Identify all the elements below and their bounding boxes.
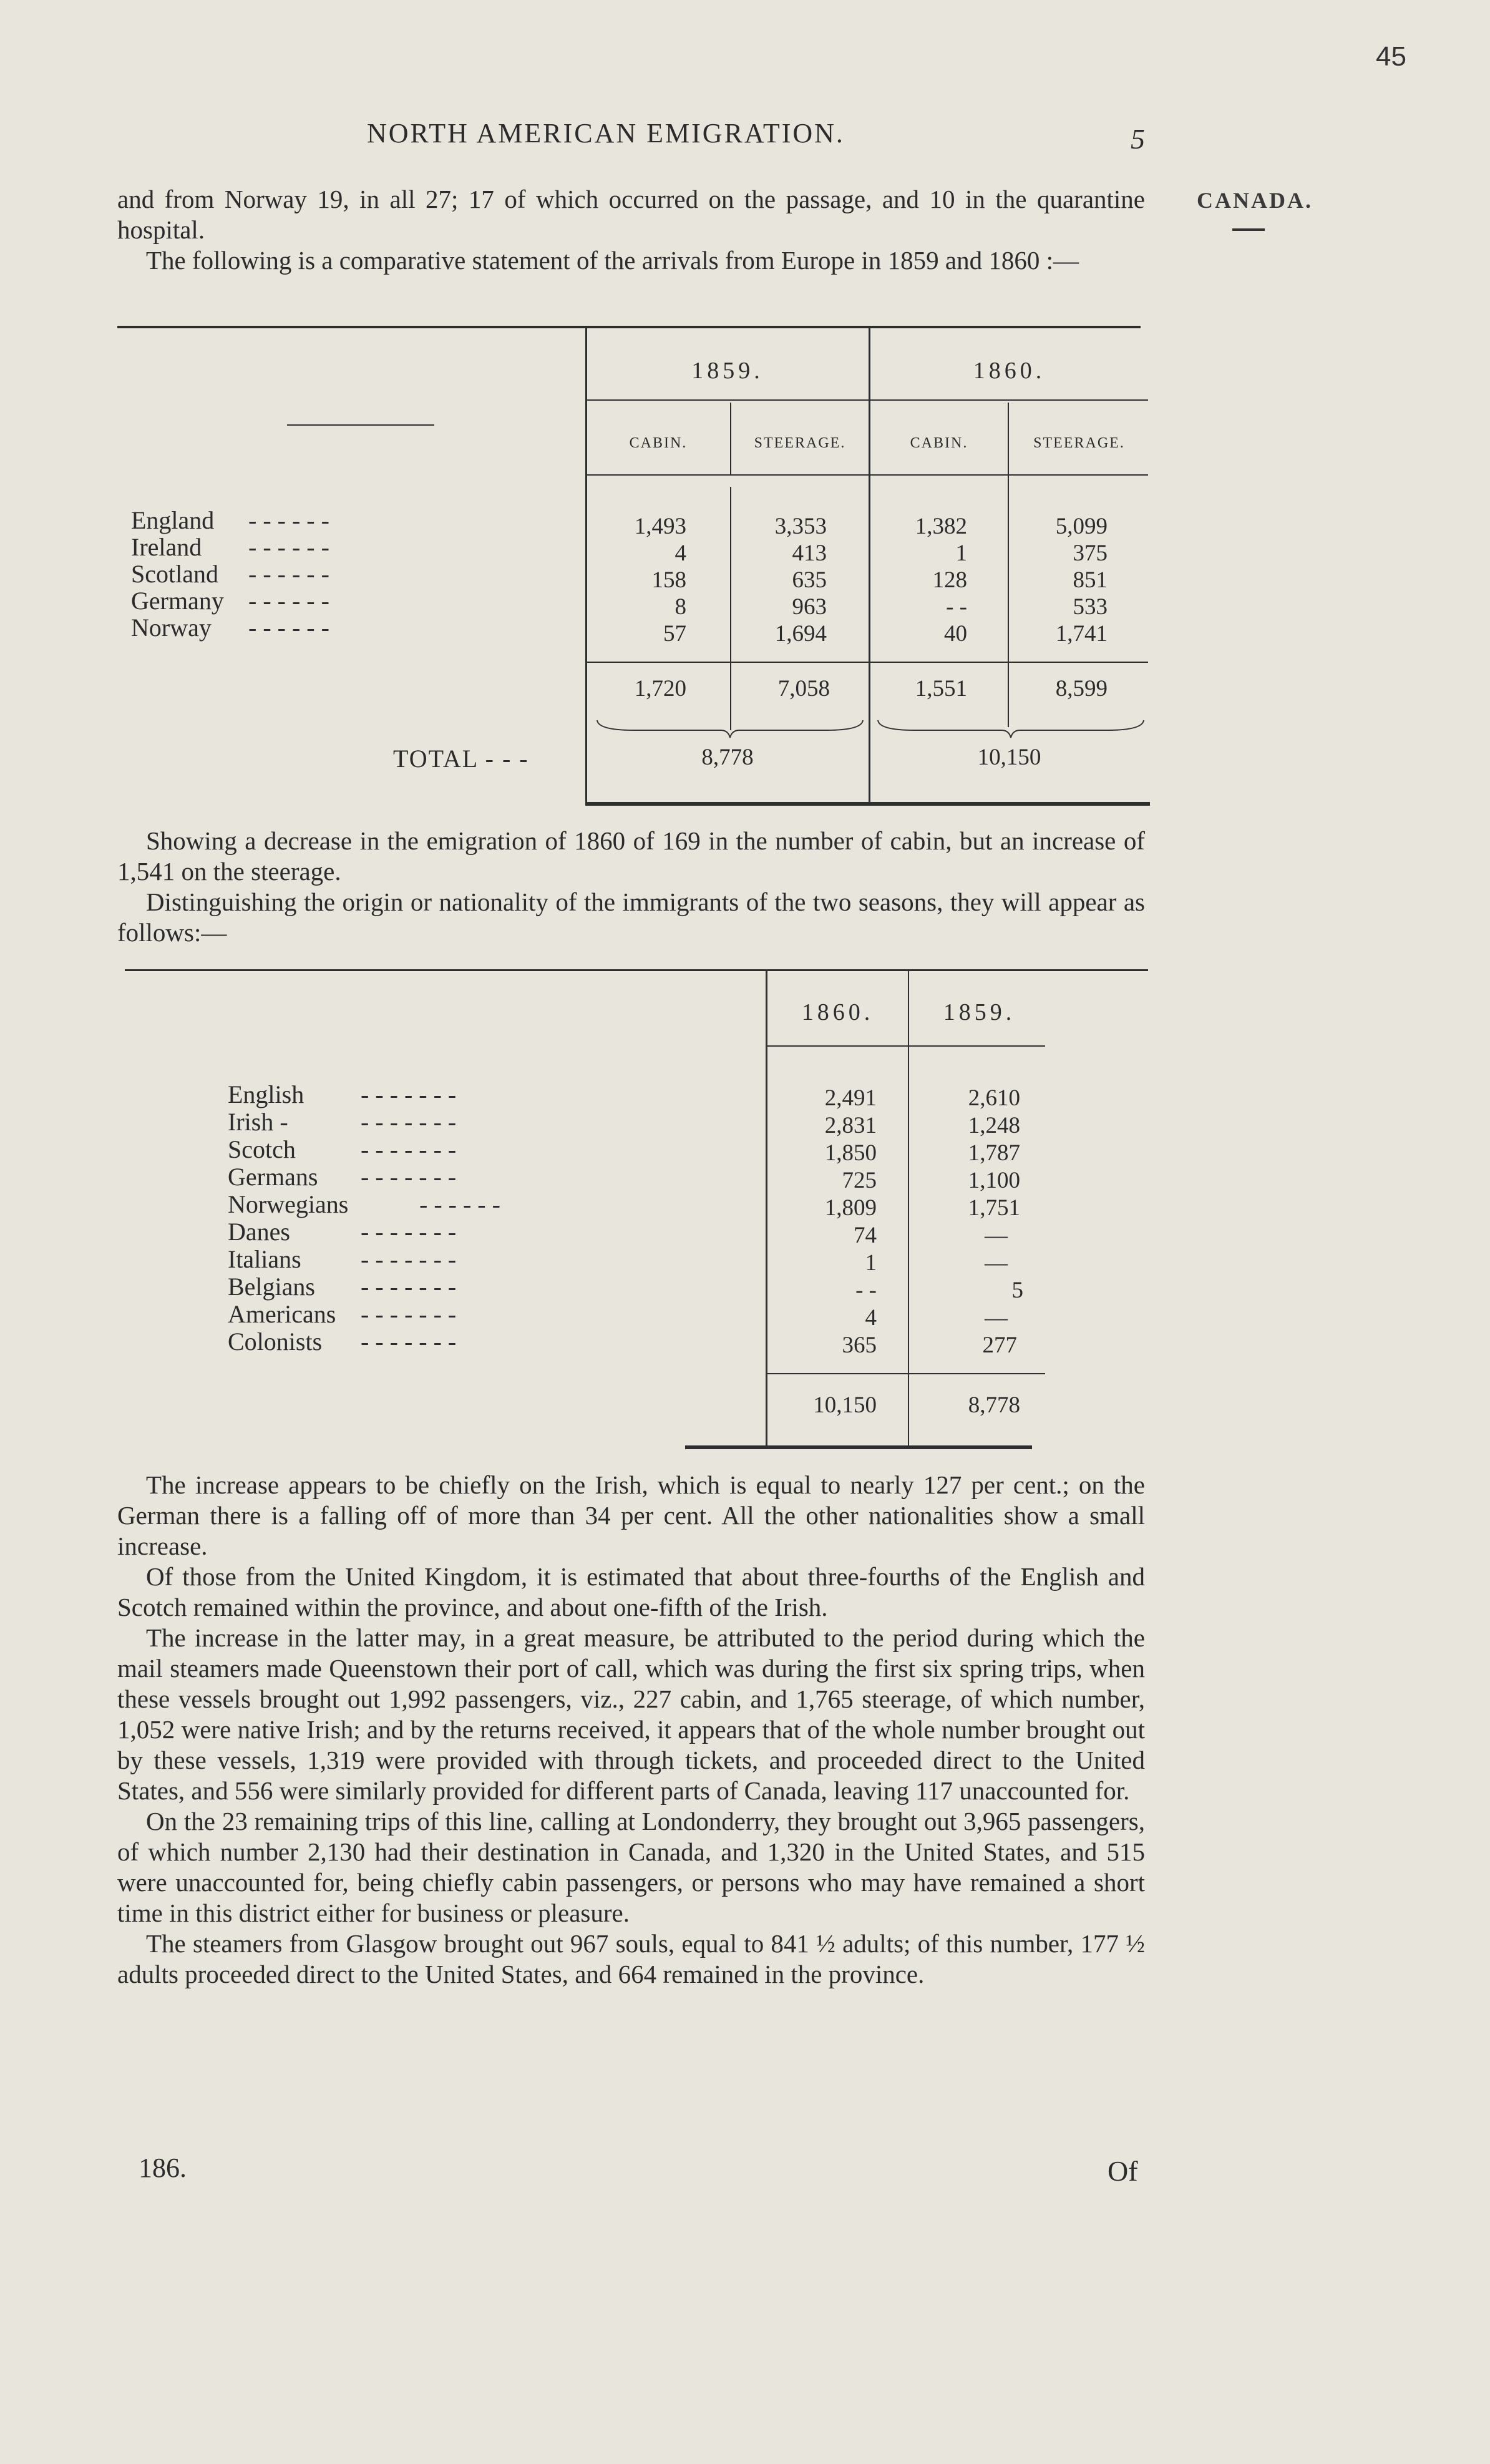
paragraph: Distinguishing the origin or nationality of the immigrants of the two seasons, they will appear as follows:—: [117, 887, 1145, 947]
header-rule: [870, 399, 1148, 401]
subtotal-cell: 8,599: [1055, 676, 1108, 702]
leader-dots: - - - - - -: [248, 587, 329, 615]
table-cell: 4: [865, 1305, 877, 1331]
table-cell: 277: [982, 1332, 1017, 1358]
row-label: Danes: [228, 1218, 290, 1246]
table-cell: - -: [946, 594, 967, 620]
total-1859: 8,778: [701, 745, 754, 770]
total-1859: 8,778: [968, 1392, 1020, 1418]
table-cell: 725: [842, 1168, 877, 1193]
decrease-paragraphs: [117, 826, 1145, 948]
running-head: NORTH AMERICAN EMIGRATION.: [367, 118, 845, 149]
table-top-rule: [125, 969, 1148, 971]
stub-rule: [287, 424, 434, 426]
subtotal-cell: 7,058: [777, 676, 830, 702]
row-label: Norway: [131, 614, 212, 642]
table-cell: 851: [1073, 567, 1108, 593]
subtotal-cell: 1,720: [634, 676, 686, 702]
leader-dots: - - - - - - -: [361, 1135, 457, 1163]
table-cell: 74: [854, 1223, 877, 1248]
table-cell: 1,787: [968, 1140, 1020, 1166]
subheader-cabin: CABIN.: [629, 435, 688, 451]
table-cell: 57: [663, 621, 686, 647]
table-cell: —: [985, 1250, 1008, 1276]
total-label: TOTAL - - -: [393, 745, 529, 773]
row-label: England: [131, 506, 215, 534]
subheader-rule: [587, 474, 1148, 476]
table-cell: 375: [1073, 540, 1108, 566]
table-cell: 1,694: [774, 621, 827, 647]
table-cell: 128: [932, 567, 967, 593]
table-cell: 1,751: [968, 1195, 1020, 1221]
paragraph: and from Norway 19, in all 27; 17 of which occurred on the passage, and 10 in the quarantine hospital.: [117, 185, 1145, 244]
table-cell: 963: [792, 594, 827, 620]
table-cell: 1: [955, 540, 967, 566]
table-cell: 413: [792, 540, 827, 566]
table-divider: [766, 970, 767, 1448]
table-cell: 2,491: [824, 1085, 877, 1111]
leader-dots: - - - - - -: [419, 1190, 500, 1218]
leader-dots: - - - - - - -: [361, 1080, 457, 1108]
subheader-steerage: STEERAGE.: [754, 435, 846, 451]
table-bottom-rule: [685, 1445, 1032, 1449]
leader-dots: - - - - - -: [248, 614, 329, 642]
leader-dots: - - - - - -: [248, 506, 329, 534]
header-rule: [767, 1045, 1045, 1047]
table-cell: —: [985, 1305, 1008, 1331]
table-cell: 1,248: [968, 1113, 1020, 1138]
leader-dots: - - - - - - -: [361, 1300, 457, 1328]
row-label: English: [228, 1080, 304, 1108]
column-rule: [908, 970, 909, 1448]
leader-dots: - - - - - - -: [361, 1108, 457, 1136]
total-1860: 10,150: [977, 745, 1041, 770]
table-cell: 2,831: [824, 1113, 877, 1138]
table-cell: 1,850: [824, 1140, 877, 1166]
margin-note-rule: [1232, 228, 1265, 231]
table-cell: —: [985, 1223, 1008, 1248]
table-cell: 4: [674, 540, 686, 566]
leader-dots: - - - - - -: [248, 533, 329, 561]
table-cell: - -: [855, 1278, 877, 1303]
table-top-rule: [117, 326, 1141, 328]
column-rule: [730, 487, 731, 730]
leader-dots: - - - - - -: [248, 560, 329, 588]
paragraph: The increase appears to be chiefly on the Irish, which is equal to nearly 127 per cent.; on the German there is a falling off of more than 34 per cent. All the other nationalities show a small increase.: [117, 1470, 1145, 1560]
row-label: Colonists: [228, 1327, 323, 1356]
header-rule: [587, 399, 869, 401]
row-label: Norwegians: [228, 1190, 349, 1218]
row-label: Irish -: [228, 1108, 288, 1136]
table-cell: 2,610: [968, 1085, 1020, 1111]
table-cell: 1,809: [824, 1195, 877, 1221]
paragraph: Of those from the United Kingdom, it is estimated that about three-fourths of the English and Scotch remained within the province, and about one-fifth of the Irish.: [117, 1562, 1145, 1621]
row-label: Italians: [228, 1245, 301, 1273]
year-header-1860: 1860.: [973, 358, 1046, 384]
page-number: 5: [1131, 123, 1145, 155]
leader-dots: - - - - - - -: [361, 1218, 457, 1246]
row-label: Ireland: [131, 533, 202, 561]
paragraph: The steamers from Glasgow brought out 967 souls, equal to 841 ½ adults; of this number, 177 ½ adults proceeded direct to the United States, and 664 remained in the province.: [117, 1929, 1145, 1988]
table-cell: 8: [674, 594, 686, 620]
signature-mark: 186.: [139, 2153, 187, 2183]
catchword: Of: [1108, 2155, 1138, 2187]
table-cell: 533: [1073, 594, 1108, 620]
brace-1860: [877, 718, 1145, 743]
leader-dots: - - - - - - -: [361, 1327, 457, 1356]
subheader-steerage: STEERAGE.: [1033, 435, 1125, 451]
intro-paragraphs: [117, 184, 1145, 276]
table-cell: 5,099: [1055, 514, 1108, 539]
subtotal-cell: 1,551: [915, 676, 967, 702]
table-cell: 158: [651, 567, 686, 593]
total-rule: [767, 1373, 1045, 1374]
leader-dots: - - - - - - -: [361, 1245, 457, 1273]
table-cell: 5: [1011, 1278, 1023, 1303]
year-header-1859: 1859.: [943, 999, 1016, 1025]
brace-1859: [596, 718, 864, 743]
paragraph: The following is a comparative statement of the arrivals from Europe in 1859 and 1860 :—: [146, 246, 1079, 275]
table-cell: 635: [792, 567, 827, 593]
table-cell: 365: [842, 1332, 877, 1358]
paragraph: The increase in the latter may, in a great measure, be attributed to the period during which the mail steamers made Queenstown their port of call, which was during the first six spring trips, when these vessels brought out 1,992 passengers, viz., 227 cabin, and 1,765 steerage, of which number, 1,052 were native Irish; and by the returns received, it appears that of the whole number brought out by these vessels, 1,319 were provided with through tickets, and proceeded direct to the United States, and 556 were similarly provided for different parts of Canada, leaving 117 unaccounted for.: [117, 1623, 1145, 1805]
table-cell: 1,493: [634, 514, 686, 539]
leader-dots: - - - - - - -: [361, 1163, 457, 1191]
table-cell: 1,100: [968, 1168, 1020, 1193]
row-label: Scotch: [228, 1135, 296, 1163]
year-header-1860: 1860.: [801, 999, 874, 1025]
paragraph: Showing a decrease in the emigration of 1860 of 169 in the number of cabin, but an increase of 1,541 on the steerage.: [117, 826, 1145, 886]
subtotal-rule: [587, 662, 1148, 663]
total-1860: 10,150: [813, 1392, 877, 1418]
leader-dots: - - - - - - -: [361, 1273, 457, 1301]
folio-number: 45: [1376, 41, 1406, 72]
subheader-cabin: CABIN.: [910, 435, 968, 451]
table-cell: 1,741: [1055, 621, 1108, 647]
row-label: Americans: [228, 1300, 336, 1328]
margin-note: CANADA.: [1197, 188, 1313, 213]
row-label: Germans: [228, 1163, 318, 1191]
table-bottom-rule: [585, 802, 1150, 806]
table-cell: 1,382: [915, 514, 967, 539]
table-cell: 3,353: [774, 514, 827, 539]
analysis-paragraphs: [117, 1470, 1145, 1990]
paragraph: On the 23 remaining trips of this line, calling at Londonderry, they brought out 3,965 passengers, of which number 2,130 had their destination in Canada, and 1,320 in the United States, and 515 were unaccounted for, being chiefly cabin passengers, or persons who may have remained a short time in this district either for business or pleasure.: [117, 1807, 1145, 1927]
row-label: Belgians: [228, 1273, 315, 1301]
row-label: Germany: [131, 587, 224, 615]
year-header-1859: 1859.: [691, 358, 764, 384]
table-cell: 40: [944, 621, 967, 647]
row-label: Scotland: [131, 560, 218, 588]
table-cell: 1: [865, 1250, 877, 1276]
